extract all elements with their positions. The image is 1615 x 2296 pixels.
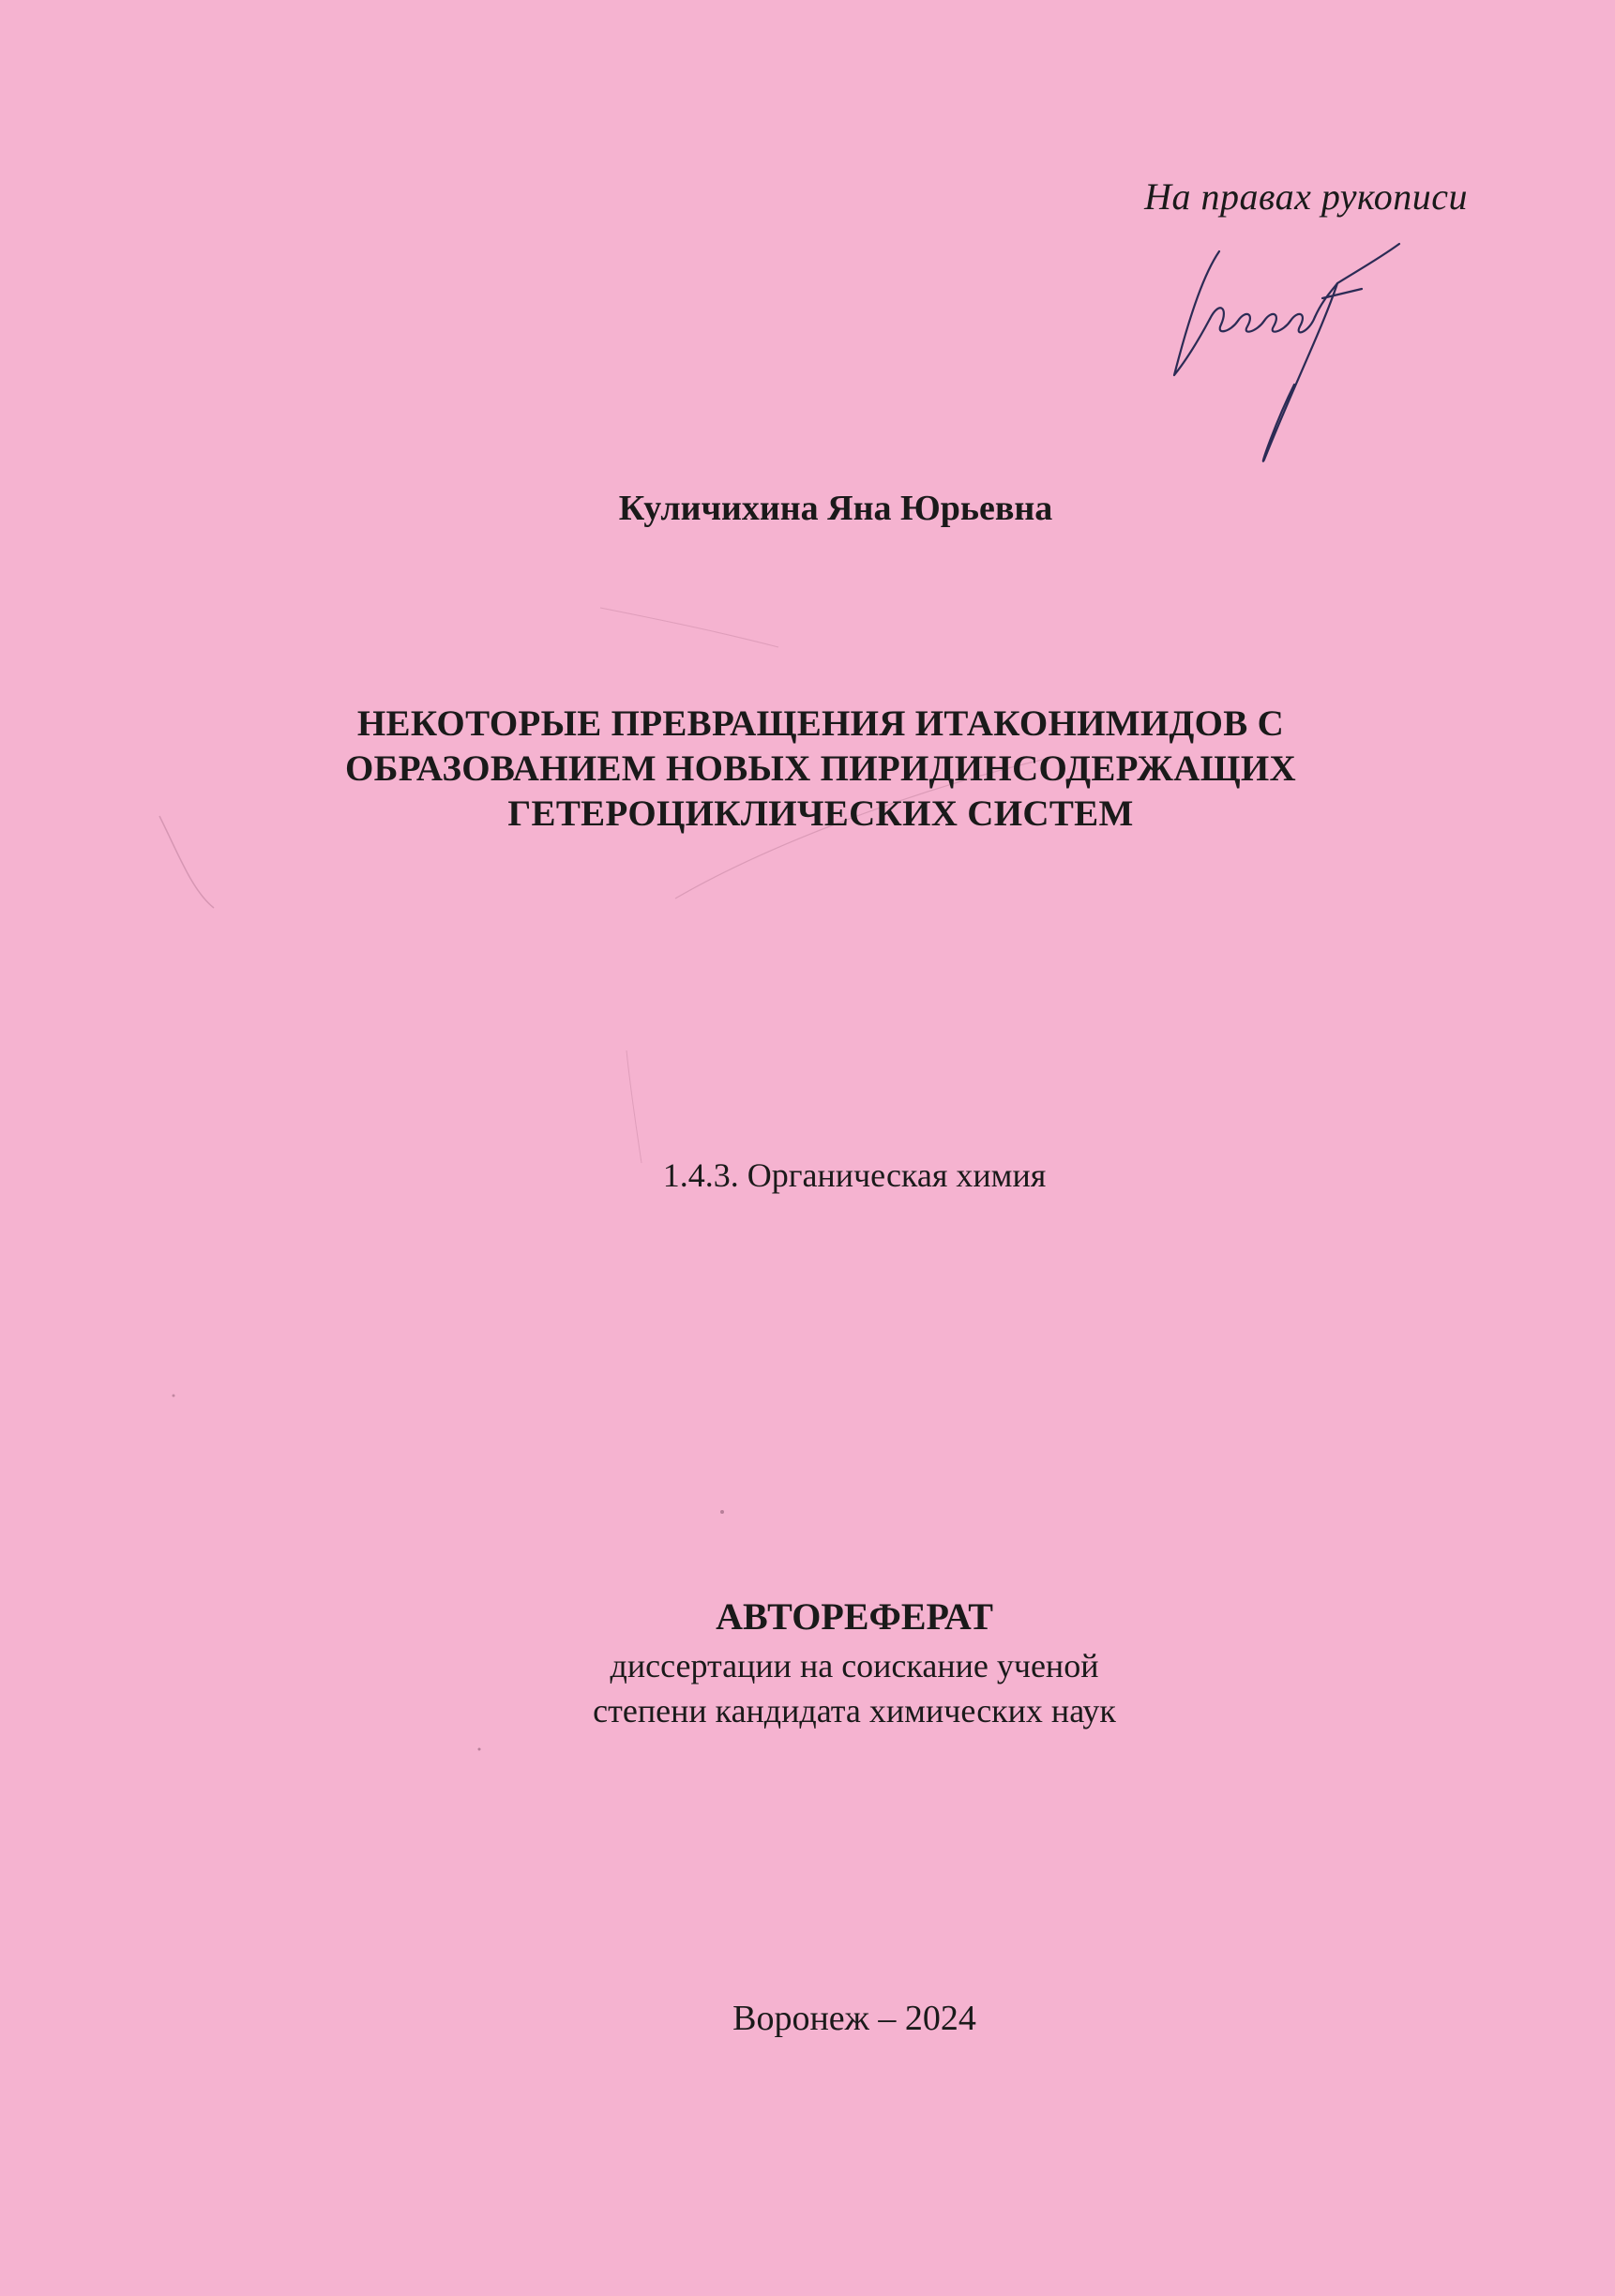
dissertation-title	[281, 702, 1360, 837]
document-description	[0, 1643, 1615, 1733]
specialty-code: 1.4.3. Органическая химия	[662, 1156, 1047, 1194]
description-line: диссертации на соискание ученой	[610, 1647, 1099, 1684]
title-line: ОБРАЗОВАНИЕМ НОВЫХ ПИРИДИНСОДЕРЖАЩИХ	[345, 748, 1296, 789]
place-and-year: Воронеж – 2024	[732, 1999, 976, 2038]
manuscript-rights-notice: На правах рукописи	[1144, 175, 1468, 218]
author-signature	[1154, 234, 1407, 469]
author-name: Куличихина Яна Юрьевна	[618, 489, 1053, 528]
title-line: НЕКОТОРЫЕ ПРЕВРАЩЕНИЯ ИТАКОНИМИДОВ С	[356, 703, 1285, 744]
document-type-heading: АВТОРЕФЕРАТ	[716, 1595, 993, 1638]
description-line: степени кандидата химических наук	[593, 1692, 1116, 1730]
title-line: ГЕТЕРОЦИКЛИЧЕСКИХ СИСТЕМ	[507, 793, 1134, 834]
